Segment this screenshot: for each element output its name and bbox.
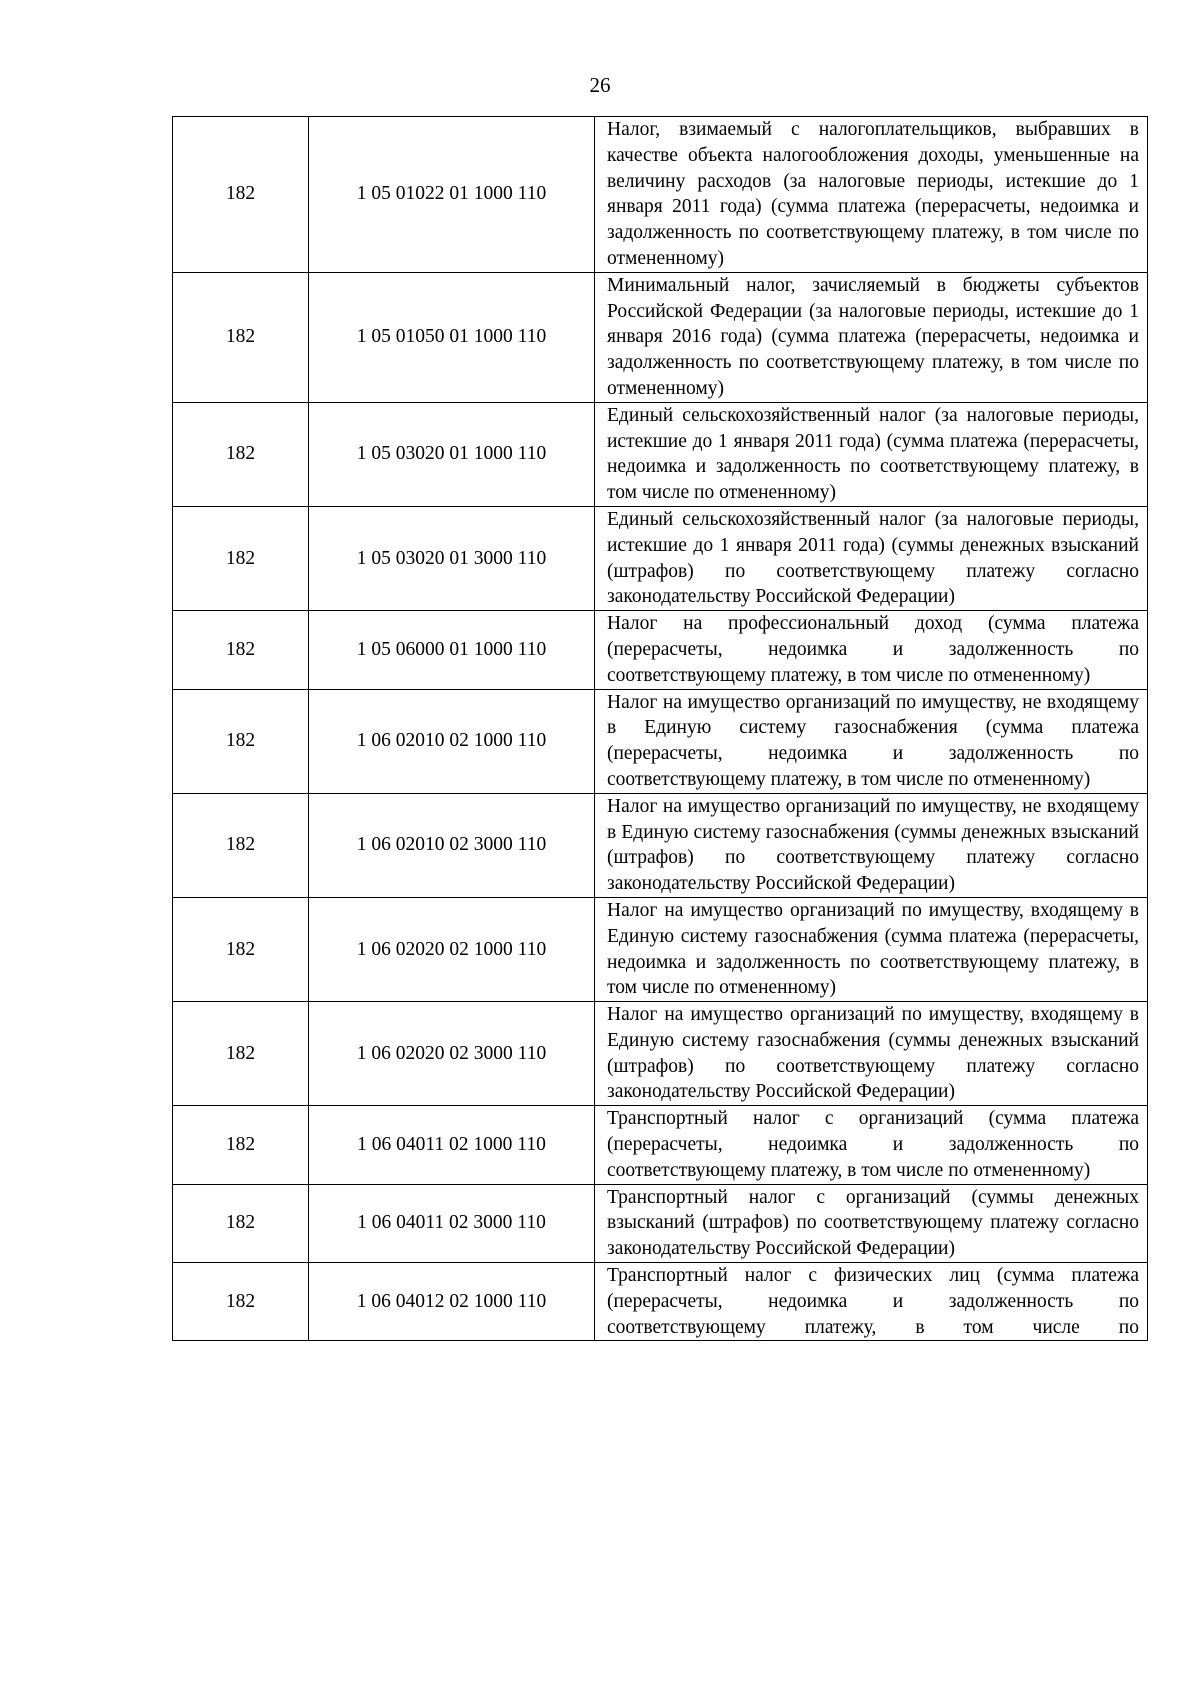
revenue-codes-table (172, 116, 1148, 1341)
kbk-code-cell: 1 05 06000 01 1000 110 (309, 611, 595, 689)
table-row (173, 1263, 1148, 1341)
admin-code-cell: 182 (173, 897, 309, 1001)
description-cell: Единый сельскохозяйственный налог (за налоговые периоды, истекшие до 1 января 2011 года) (сумма платежа (перерасчеты, недоимка и задолженность по соответствующему платежу, в том числе по отмененному) (595, 402, 1148, 506)
description-cell: Налог на профессиональный доход (сумма платежа (перерасчеты, недоимка и задолженность по соответствующему платежу, в том числе по отмененному) (595, 611, 1148, 689)
admin-code-cell: 182 (173, 689, 309, 793)
description-cell: Налог, взимаемый с налогоплательщиков, выбравших в качестве объекта налогообложения доходы, уменьшенные на величину расходов (за налоговые периоды, истекшие до 1 января 2011 года) (сумма платежа (перерасчеты, недоимка и задолженность по соответствующему платежу, в том числе по отмененному) (595, 117, 1148, 273)
table-row (173, 1002, 1148, 1106)
admin-code-cell: 182 (173, 1002, 309, 1106)
admin-code-cell: 182 (173, 1106, 309, 1184)
table-row (173, 1106, 1148, 1184)
table-row (173, 793, 1148, 897)
kbk-code-cell: 1 05 01022 01 1000 110 (309, 117, 595, 273)
admin-code-cell: 182 (173, 402, 309, 506)
table-row (173, 689, 1148, 793)
admin-code-cell: 182 (173, 793, 309, 897)
description-cell: Налог на имущество организаций по имуществу, входящему в Единую систему газоснабжения (сумма платежа (перерасчеты, недоимка и задолженность по соответствующему платежу, в том числе по отмененному) (595, 897, 1148, 1001)
table-row (173, 402, 1148, 506)
kbk-code-cell: 1 06 02020 02 1000 110 (309, 897, 595, 1001)
kbk-code-cell: 1 05 01050 01 1000 110 (309, 272, 595, 402)
description-cell: Транспортный налог с организаций (сумма платежа (перерасчеты, недоимка и задолженность по соответствующему платежу, в том числе по отмененному) (595, 1106, 1148, 1184)
kbk-code-cell: 1 06 04011 02 3000 110 (309, 1184, 595, 1262)
page-number: 26 (589, 73, 611, 97)
admin-code-cell: 182 (173, 506, 309, 610)
kbk-code-cell: 1 06 02010 02 1000 110 (309, 689, 595, 793)
kbk-code-cell: 1 05 03020 01 1000 110 (309, 402, 595, 506)
table-row (173, 1184, 1148, 1262)
description-cell: Единый сельскохозяйственный налог (за налоговые периоды, истекшие до 1 января 2011 года) (суммы денежных взысканий (штрафов) по соответствующему платежу согласно законодательству Российской Федерации) (595, 506, 1148, 610)
kbk-code-cell: 1 06 02020 02 3000 110 (309, 1002, 595, 1106)
admin-code-cell: 182 (173, 117, 309, 273)
admin-code-cell: 182 (173, 611, 309, 689)
kbk-code-cell: 1 06 04012 02 1000 110 (309, 1263, 595, 1341)
admin-code-cell: 182 (173, 1184, 309, 1262)
kbk-code-cell: 1 06 02010 02 3000 110 (309, 793, 595, 897)
table-row (173, 897, 1148, 1001)
table-row (173, 117, 1148, 273)
admin-code-cell: 182 (173, 272, 309, 402)
kbk-code-cell: 1 05 03020 01 3000 110 (309, 506, 595, 610)
description-cell: Транспортный налог с физических лиц (сумма платежа (перерасчеты, недоимка и задолженность по соответствующему платежу, в том числе по (595, 1263, 1148, 1341)
table-row (173, 272, 1148, 402)
description-cell: Минимальный налог, зачисляемый в бюджеты субъектов Российской Федерации (за налоговые периоды, истекшие до 1 января 2016 года) (сумма платежа (перерасчеты, недоимка и задолженность по соответствующему платежу, в том числе по отмененному) (595, 272, 1148, 402)
admin-code-cell: 182 (173, 1263, 309, 1341)
kbk-code-cell: 1 06 04011 02 1000 110 (309, 1106, 595, 1184)
description-cell: Налог на имущество организаций по имуществу, входящему в Единую систему газоснабжения (суммы денежных взысканий (штрафов) по соответствующему платежу согласно законодательству Российской Федерации) (595, 1002, 1148, 1106)
description-cell: Транспортный налог с организаций (суммы денежных взысканий (штрафов) по соответствующему платежу согласно законодательству Российской Федерации) (595, 1184, 1148, 1262)
table-row (173, 611, 1148, 689)
description-cell: Налог на имущество организаций по имуществу, не входящему в Единую систему газоснабжения (суммы денежных взысканий (штрафов) по соответствующему платежу согласно законодательству Российской Федерации) (595, 793, 1148, 897)
description-cell: Налог на имущество организаций по имуществу, не входящему в Единую систему газоснабжения (сумма платежа (перерасчеты, недоимка и задолженность по соответствующему платежу, в том числе по отмененному) (595, 689, 1148, 793)
table-row (173, 506, 1148, 610)
